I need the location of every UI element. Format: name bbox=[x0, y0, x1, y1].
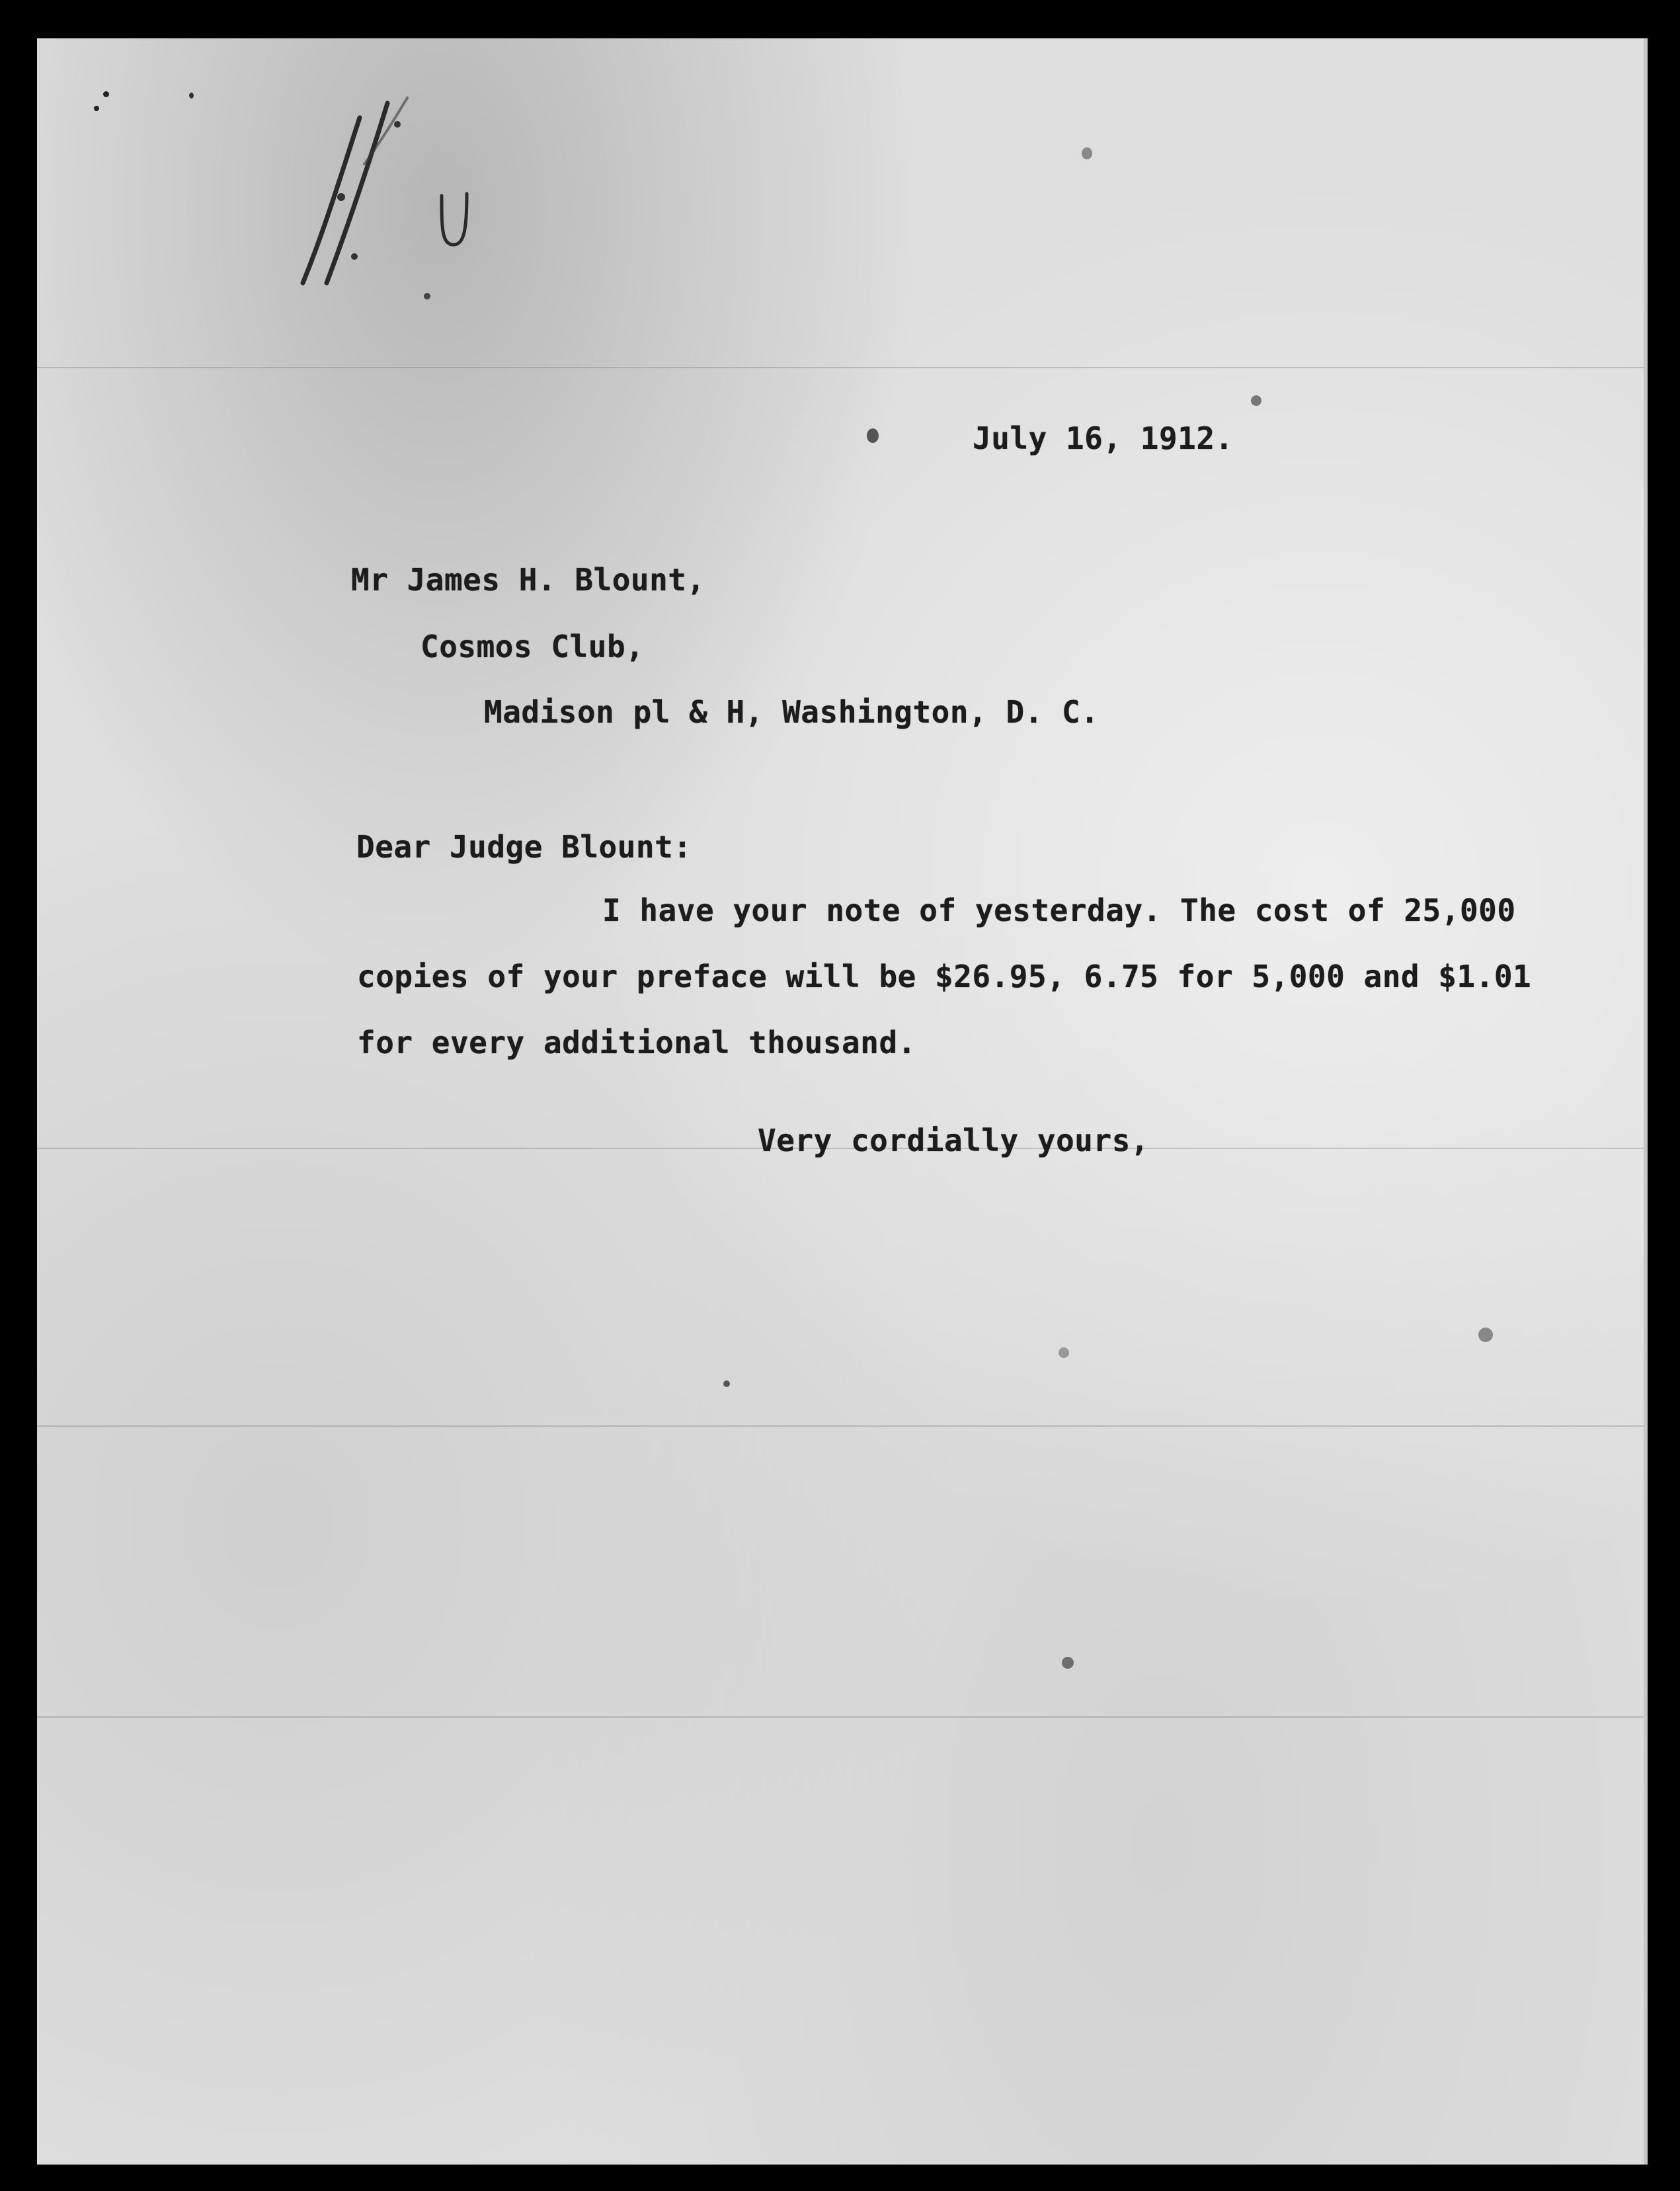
recipient-organization: Cosmos Club, bbox=[420, 629, 645, 664]
paper-speck bbox=[94, 106, 99, 111]
fold-line bbox=[37, 1716, 1644, 1718]
paper-speck bbox=[723, 1380, 730, 1387]
letter-date: July 16, 1912. bbox=[973, 420, 1234, 456]
body-line: I have your note of yesterday. The cost of 25,000 bbox=[602, 893, 1516, 928]
letter-page bbox=[37, 38, 1648, 2165]
recipient-name: Mr James H. Blount, bbox=[351, 562, 705, 598]
body-line: copies of your preface will be $26.95, 6.75 for 5,000 and $1.01 bbox=[357, 959, 1532, 994]
handwritten-file-mark-icon bbox=[262, 85, 540, 309]
body-line: for every additional thousand. bbox=[357, 1025, 916, 1060]
recipient-address: Madison pl & H, Washington, D. C. bbox=[484, 694, 1100, 730]
salutation: Dear Judge Blount: bbox=[356, 829, 692, 865]
fold-line bbox=[37, 1425, 1644, 1427]
paper-speck bbox=[867, 428, 879, 443]
paper-speck bbox=[1251, 395, 1261, 406]
paper-speck bbox=[1059, 1347, 1069, 1358]
paper-speck bbox=[1478, 1328, 1493, 1342]
complimentary-closing: Very cordially yours, bbox=[758, 1123, 1150, 1158]
paper-speck bbox=[1082, 147, 1092, 159]
fold-line bbox=[37, 367, 1644, 368]
paper-speck bbox=[1062, 1657, 1074, 1669]
paper-speck bbox=[189, 93, 194, 99]
paper-speck bbox=[103, 91, 109, 97]
